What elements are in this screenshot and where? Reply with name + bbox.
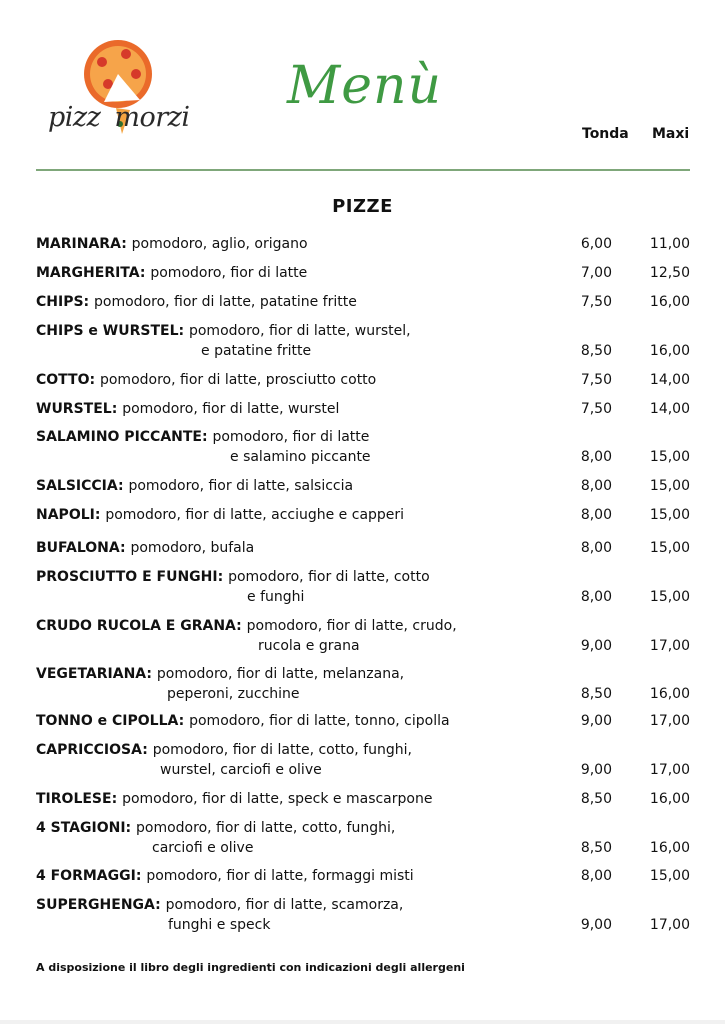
price-maxi: 14,00 (649, 372, 690, 388)
price-maxi: 15,00 (649, 540, 690, 556)
menu-item-vegetariana: VEGETARIANA: pomodoro, fior di latte, melanzana, peperoni, zucchine 8,50 16,00 (36, 666, 690, 702)
item-desc: pomodoro, aglio, origano (131, 236, 308, 252)
item-desc: pomodoro, fior di latte, prosciutto cotto (99, 372, 377, 388)
section-title: PIZZE (332, 196, 393, 217)
item-name: WURSTEL (36, 401, 112, 417)
price-tonda: 9,00 (580, 713, 612, 729)
menu-item-tirolese: TIROLESE: pomodoro, fior di latte, speck e mascarpone 8,50 16,00 (36, 791, 690, 807)
price-tonda: 8,50 (580, 686, 612, 702)
item-name: NAPOLI (36, 507, 95, 523)
item-desc: pomodoro, fior di latte, cotto, funghi, (136, 820, 396, 836)
item-desc: pomodoro, fior di latte (150, 265, 308, 281)
price-maxi: 17,00 (649, 917, 690, 933)
price-tonda: 8,00 (580, 868, 612, 884)
menu-item-prosciutto-e-funghi: PROSCIUTTO E FUNGHI: pomodoro, fior di latte, cotto e funghi 8,00 15,00 (36, 569, 690, 605)
item-desc: pomodoro, fior di latte, salsiccia (128, 478, 354, 494)
menu-item-chips: CHIPS: pomodoro, fior di latte, patatine fritte 7,50 16,00 (36, 294, 690, 310)
price-maxi: 16,00 (649, 294, 690, 310)
item-name: CRUDO RUCOLA E GRANA (36, 618, 237, 634)
item-name: MARINARA (36, 236, 122, 252)
price-maxi: 15,00 (649, 868, 690, 884)
column-header-tonda: Tonda (582, 126, 629, 142)
item-name: CHIPS e WURSTEL (36, 323, 179, 339)
item-desc: pomodoro, fior di latte, tonno, cipolla (189, 713, 450, 729)
menu-item-chips-e-wurstel: CHIPS e WURSTEL: pomodoro, fior di latte, wurstel, e patatine fritte 8,50 16,00 (36, 323, 690, 359)
page-edge (0, 1020, 725, 1024)
price-tonda: 9,00 (580, 638, 612, 654)
price-maxi: 15,00 (649, 507, 690, 523)
item-name: 4 STAGIONI (36, 820, 126, 836)
item-desc-cont: rucola e grana (258, 638, 360, 654)
item-desc-cont: e salamino piccante (230, 449, 371, 465)
price-maxi: 14,00 (649, 401, 690, 417)
price-tonda: 7,50 (580, 372, 612, 388)
price-tonda: 8,50 (580, 791, 612, 807)
price-tonda: 8,00 (580, 478, 612, 494)
price-tonda: 9,00 (580, 762, 612, 778)
price-tonda: 7,50 (580, 401, 612, 417)
price-maxi: 17,00 (649, 762, 690, 778)
item-desc: pomodoro, fior di latte, speck e mascarpone (122, 791, 433, 807)
item-desc: pomodoro, fior di latte, wurstel, (188, 323, 411, 339)
menu-item-salsiccia: SALSICCIA: pomodoro, fior di latte, salsiccia 8,00 15,00 (36, 478, 690, 494)
menu-item-tonno-e-cipolla: TONNO e CIPOLLA: pomodoro, fior di latte, tonno, cipolla 9,00 17,00 (36, 713, 690, 729)
menu-item-crudo-rucola-e-grana: CRUDO RUCOLA E GRANA: pomodoro, fior di latte, crudo, rucola e grana 9,00 17,00 (36, 618, 690, 654)
item-desc: pomodoro, fior di latte, melanzana, (156, 666, 405, 682)
price-maxi: 12,50 (649, 265, 690, 281)
item-name: MARGHERITA (36, 265, 140, 281)
item-name: TIROLESE (36, 791, 112, 807)
price-maxi: 11,00 (649, 236, 690, 252)
item-desc: pomodoro, bufala (130, 540, 255, 556)
price-maxi: 17,00 (649, 713, 690, 729)
price-tonda: 8,00 (580, 589, 612, 605)
menu-item-wurstel: WURSTEL: pomodoro, fior di latte, wurstel 7,50 14,00 (36, 401, 690, 417)
item-name: PROSCIUTTO E FUNGHI (36, 569, 218, 585)
item-desc: pomodoro, fior di latte, cotto, funghi, (152, 742, 412, 758)
price-tonda: 7,00 (580, 265, 612, 281)
menu-item-4-formaggi: 4 FORMAGGI: pomodoro, fior di latte, formaggi misti 8,00 15,00 (36, 868, 690, 884)
item-desc-cont: funghi e speck (168, 917, 271, 933)
item-desc: pomodoro, fior di latte (212, 429, 370, 445)
menu-item-bufalona: BUFALONA: pomodoro, bufala 8,00 15,00 (36, 540, 690, 556)
item-desc: pomodoro, fior di latte, acciughe e capperi (105, 507, 405, 523)
price-maxi: 15,00 (649, 478, 690, 494)
item-name: SALAMINO PICCANTE (36, 429, 202, 445)
item-desc-cont: wurstel, carciofi e olive (160, 762, 322, 778)
item-desc: pomodoro, fior di latte, scamorza, (165, 897, 404, 913)
item-name: TONNO e CIPOLLA (36, 713, 179, 729)
item-name: SUPERGHENGA (36, 897, 156, 913)
price-tonda: 8,00 (580, 540, 612, 556)
price-maxi: 16,00 (649, 686, 690, 702)
menu-item-margherita: MARGHERITA: pomodoro, fior di latte 7,00 12,50 (36, 265, 690, 281)
price-tonda: 8,00 (580, 449, 612, 465)
price-tonda: 8,00 (580, 507, 612, 523)
price-tonda: 9,00 (580, 917, 612, 933)
price-maxi: 16,00 (649, 840, 690, 856)
item-name: CAPRICCIOSA (36, 742, 143, 758)
menu-item-superghenga: SUPERGHENGA: pomodoro, fior di latte, scamorza, funghi e speck 9,00 17,00 (36, 897, 690, 933)
price-maxi: 15,00 (649, 589, 690, 605)
item-name: VEGETARIANA (36, 666, 147, 682)
item-name: BUFALONA (36, 540, 120, 556)
price-tonda: 8,50 (580, 343, 612, 359)
divider (36, 169, 690, 171)
item-desc: pomodoro, fior di latte, cotto (228, 569, 430, 585)
item-desc-cont: e patatine fritte (201, 343, 312, 359)
price-maxi: 16,00 (649, 343, 690, 359)
menu-item-capricciosa: CAPRICCIOSA: pomodoro, fior di latte, cotto, funghi, wurstel, carciofi e olive 9,00 17,00 (36, 742, 690, 778)
price-tonda: 7,50 (580, 294, 612, 310)
item-name: 4 FORMAGGI (36, 868, 136, 884)
item-desc: pomodoro, fior di latte, crudo, (246, 618, 457, 634)
item-name: COTTO (36, 372, 90, 388)
menu-item-cotto: COTTO: pomodoro, fior di latte, prosciutto cotto 7,50 14,00 (36, 372, 690, 388)
price-maxi: 17,00 (649, 638, 690, 654)
logo-text: pizz morzi (48, 102, 190, 133)
page-title: Menù (287, 56, 442, 116)
item-desc: pomodoro, fior di latte, patatine fritte (94, 294, 357, 310)
column-header-maxi: Maxi (652, 126, 690, 142)
menu-item-marinara: MARINARA: pomodoro, aglio, origano 6,00 11,00 (36, 236, 690, 252)
item-desc-cont: peperoni, zucchine (167, 686, 300, 702)
item-desc-cont: carciofi e olive (152, 840, 254, 856)
menu-item-salamino-piccante: SALAMINO PICCANTE: pomodoro, fior di latte e salamino piccante 8,00 15,00 (36, 429, 690, 465)
price-tonda: 6,00 (580, 236, 612, 252)
item-name: SALSICCIA (36, 478, 118, 494)
item-name: CHIPS (36, 294, 84, 310)
price-tonda: 8,50 (580, 840, 612, 856)
menu-item-4-stagioni: 4 STAGIONI: pomodoro, fior di latte, cotto, funghi, carciofi e olive 8,50 16,00 (36, 820, 690, 856)
allergen-note: A disposizione il libro degli ingredienti con indicazioni degli allergeni (36, 961, 465, 974)
price-maxi: 16,00 (649, 791, 690, 807)
item-desc-cont: e funghi (247, 589, 305, 605)
item-desc: pomodoro, fior di latte, wurstel (122, 401, 340, 417)
price-maxi: 15,00 (649, 449, 690, 465)
item-desc: pomodoro, fior di latte, formaggi misti (146, 868, 414, 884)
menu-item-napoli: NAPOLI: pomodoro, fior di latte, acciughe e capperi 8,00 15,00 (36, 507, 690, 523)
